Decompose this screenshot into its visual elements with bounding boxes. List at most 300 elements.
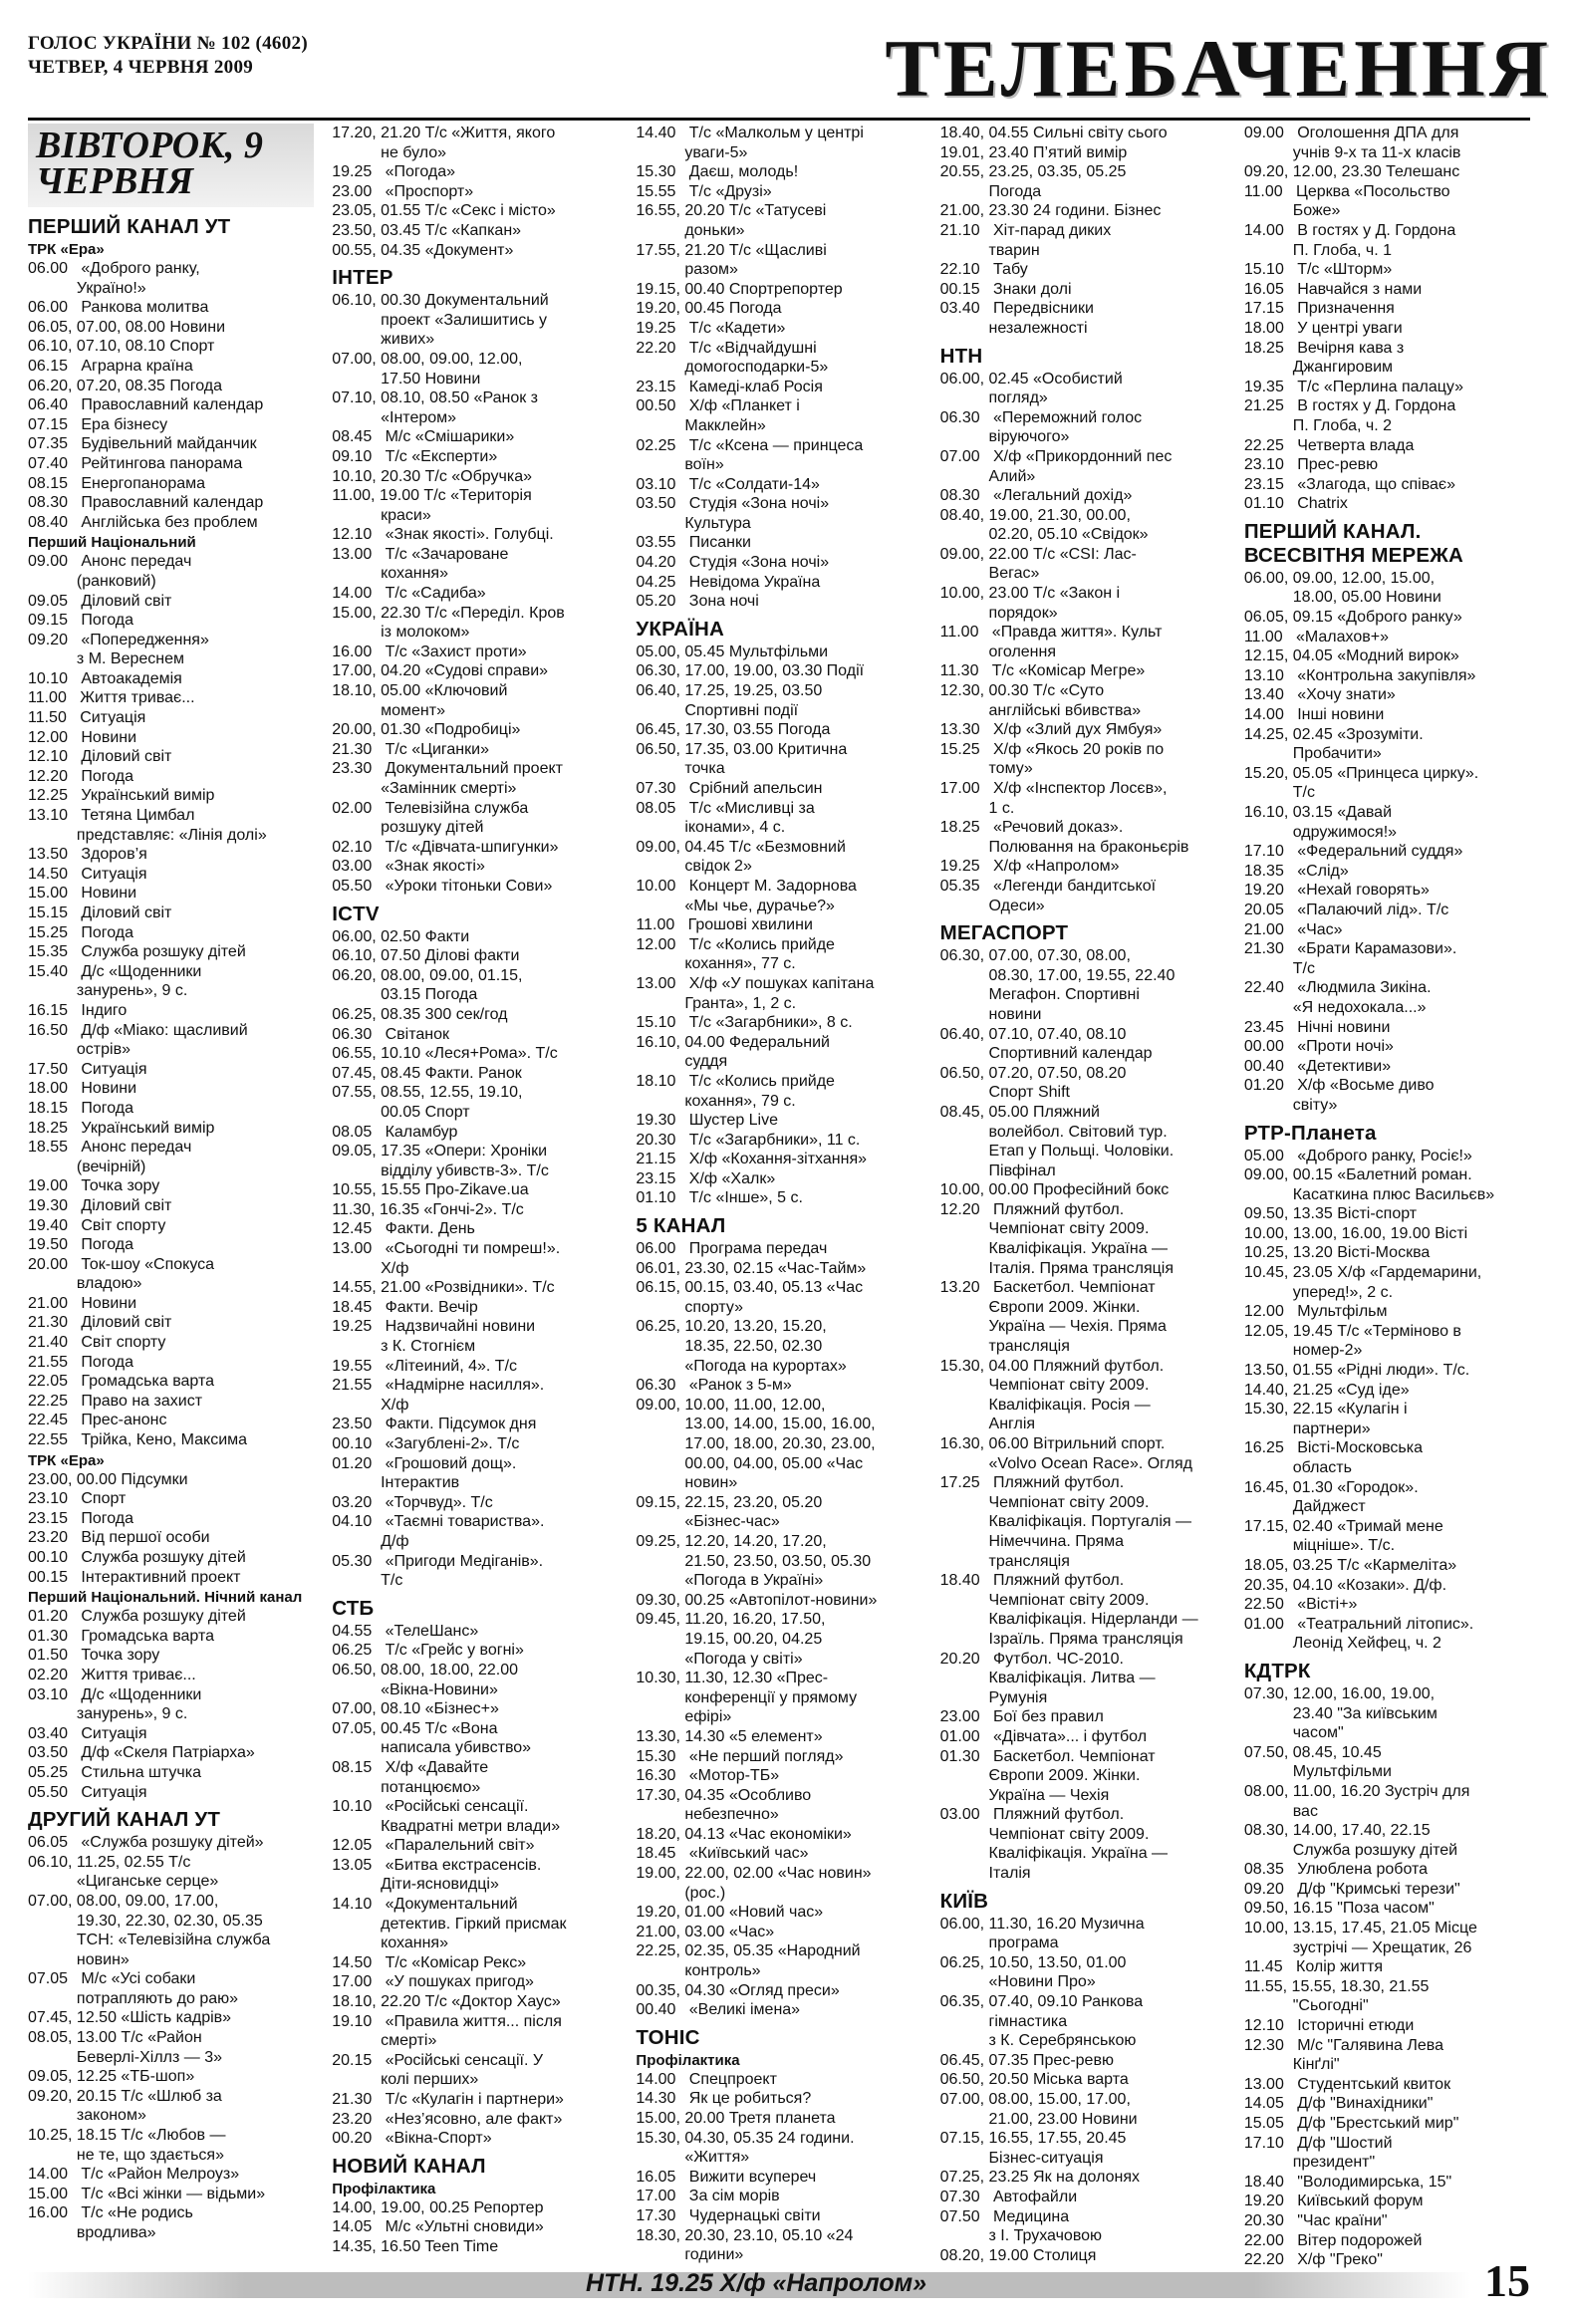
program-entry: 16.00 Т/с «Не родись вродлива» [28,2204,193,2241]
program-entry: 05.35 «Легенди бандитської Одеси» [939,877,1157,914]
program-entry: 22.20 Х/ф "Греко" [1243,2251,1383,2269]
program-entry: 08.30 Православний календар [28,494,264,512]
masthead-rule [28,118,1530,121]
program-entry: 03.55 Писанки [636,534,751,552]
program-entry: 07.40 Рейтингова панорама [28,454,243,472]
program-entry: 18.35 «Слід» [1243,862,1349,880]
program-entry: 17.30, 04.35 «Особливо небезпечно» [636,1786,812,1824]
program-entry: 15.35 Служба розшуку дітей [28,943,246,961]
program-entry: 19.25 Х/ф «Напролом» [939,858,1120,876]
program-entry: 10.00, 23.00 Т/с «Закон і порядок» [939,585,1121,622]
program-entry: 19.25 Т/с «Кадети» [636,319,786,337]
program-entry: 02.10 Т/с «Дівчата-шпигунки» [332,838,559,856]
program-entry: 06.50, 20.50 Міська варта [939,2071,1129,2089]
channel-subheading: Перший Національний [28,534,196,552]
program-entry: 20.35, 04.10 «Козаки». Д/ф. [1243,1576,1447,1594]
program-entry: 19.20, 01.00 «Новий час» [636,1904,824,1922]
program-entry: 00.15 Інтерактивний проект [28,1568,241,1586]
program-entry: 01.50 Точка зору [28,1647,160,1665]
program-entry: 12.30, 00.30 Т/с «Суто англійські вбивства» [939,682,1142,719]
program-entry: 20.55, 23.25, 03.35, 05.25 Погода [939,163,1127,200]
program-entry: 00.40 «Детективи» [1243,1057,1392,1075]
listing-column [332,124,618,2257]
program-entry: 14.10 «Документальний детектив. Гіркий присмак кохання» [332,1896,567,1952]
program-entry: 22.00 Вітер подорожей [1243,2231,1423,2249]
program-entry: 21.25 В гостях у Д. Гордона П. Глоба, ч. 2 [1243,397,1456,434]
program-entry: 19.25 «Погода» [332,163,456,181]
program-entry: 15.30, 04.30, 05.35 24 години. «Життя» [636,2129,855,2167]
channel-heading: ПЕРШИЙ КАНАЛ. ВСЕСВІТНЯ МЕРЕЖА [1243,519,1464,567]
program-entry: 13.40 «Хочу знати» [1243,686,1396,704]
program-entry: 18.05, 03.25 Т/с «Кармеліта» [1243,1556,1457,1574]
program-entry: 16.30 «Мотор-ТБ» [636,1767,780,1785]
program-entry: 20.15 «Російські сенсації. У колі перших» [332,2051,544,2089]
program-entry: 09.00, 10.00, 11.00, 12.00, 13.00, 14.00, 15.00, 16.00, 17.00, 18.00, 20.30, 23.00, 00.00, 04.00, 05.00 «Час новин» [636,1396,876,1492]
program-entry: 16.10, 03.15 «Давай одружимося!» [1243,804,1398,841]
program-entry: 07.45, 08.45 Факти. Ранок [332,1064,522,1082]
program-entry: 04.20 Студія «Зона ночі» [636,554,830,572]
channel-subheading: Перший Національний. Нічний канал [28,1589,303,1607]
program-entry: 14.40 Т/с «Малкольм у центрі уваги-5» [636,125,864,161]
program-entry: 08.05, 13.00 Т/с «Район Беверлі-Хіллз — 3» [28,2029,223,2066]
program-entry: 09.00 Анонс передач (ранковий) [28,553,192,590]
program-entry: 01.20 Служба розшуку дітей [28,1608,246,1626]
program-entry: 13.00 Х/ф «У пошуках капітана Гранта», 1, 2 с. [636,974,875,1012]
program-entry: 15.15 Діловий світ [28,904,172,921]
program-entry: 07.00, 08.10 «Бізнес+» [332,1700,499,1718]
program-entry: 10.25, 18.15 Т/с «Любов — не те, що здається» [28,2127,226,2164]
program-entry: 06.25, 10.20, 13.20, 15.20, 18.35, 22.50, 02.30 «Погода на курортах» [636,1318,847,1375]
program-entry: 14.00 В гостях у Д. Гордона П. Глоба, ч. 1 [1243,221,1456,259]
program-entry: 11.00 Церква «Посольство Боже» [1243,182,1450,220]
program-entry: 22.10 Табу [939,261,1028,279]
program-entry: 11.00, 19.00 Т/с «Територія краси» [332,487,532,524]
program-entry: 08.15 Енергопанорама [28,474,206,492]
program-entry: 01.20 Х/ф «Восьме диво світу» [1243,1077,1435,1114]
program-entry: 22.05 Громадська варта [28,1373,215,1391]
program-entry: 13.00 «Сьогодні ти помреш!». Х/ф [332,1240,561,1277]
program-entry: 23.20 «Нез’ясовно, але факт» [332,2110,563,2128]
program-entry: 18.45 Факти. Вечір [332,1298,478,1316]
program-entry: 12.10 «Знак якості». Голубці. [332,526,554,544]
program-entry: 21.30 «Брати Карамазови». Т/с [1243,940,1457,977]
program-entry: 21.00 Новини [28,1294,137,1312]
program-entry: 06.20, 07.20, 08.35 Погода [28,377,223,394]
program-entry: 06.30, 07.00, 07.30, 08.00, 08.30, 17.00, 19.55, 22.40 Мегафон. Спортивні новини [939,947,1176,1023]
program-entry: 14.35, 16.50 Teen Time [332,2237,499,2255]
program-entry: 14.40, 21.25 «Суд іде» [1243,1381,1410,1399]
program-entry: 14.05 Д/ф "Винахідники" [1243,2095,1434,2113]
program-entry: 06.30, 17.00, 19.00, 03.30 Події [636,662,865,680]
program-entry: 15.25 Погода [28,923,134,941]
program-entry: 07.35 Будівельний майданчик [28,435,257,453]
program-entry: 15.40 Д/с «Щоденники занурень», 9 с. [28,962,202,1000]
program-entry: 23.00 «Проспорт» [332,182,474,200]
program-entry: 19.10 «Правила життя... після смерті» [332,2012,562,2050]
program-entry: 11.30, 16.35 «Гончі-2». Т/с [332,1200,524,1218]
program-entry: 00.20 «Вікна-Спорт» [332,2130,492,2148]
program-entry: 12.00 Мультфільм [1243,1303,1388,1321]
program-entry: 06.50, 07.20, 07.50, 08.20 Спорт Shift [939,1064,1127,1102]
program-entry: 12.00 Т/с «Колись прийде кохання», 77 с. [636,935,835,973]
program-entry: 21.30 Діловий світ [28,1314,172,1332]
program-entry: 23.15 «Злагода, що співає» [1243,475,1455,493]
program-entry: 11.30 Т/с «Комісар Мегре» [939,662,1146,680]
program-entry: 00.50 Х/ф «Планкет і Макклейн» [636,397,800,434]
program-entry: 06.15, 00.15, 03.40, 05.13 «Час спорту» [636,1279,864,1316]
program-entry: 06.25, 08.35 300 сек/год [332,1005,508,1023]
program-entry: 23.20 Від першої особи [28,1529,210,1547]
program-entry: 02.00 Телевізійна служба розшуку дітей [332,799,529,837]
program-entry: 08.00, 11.00, 16.20 Зустріч для вас [1243,1782,1470,1820]
program-entry: 12.10 Історичні етюди [1243,2017,1415,2035]
program-entry: 17.15, 02.40 «Тримай мене міцніше». Т/с. [1243,1517,1443,1555]
program-entry: 18.00 У центрі уваги [1243,319,1403,337]
program-entry: 23.15 Х/ф «Халк» [636,1169,776,1187]
program-entry: 15.55 Т/с «Друзі» [636,182,772,200]
program-entry: 14.00, 19.00, 00.25 Репортер [332,2198,544,2216]
program-entry: 06.45, 07.35 Прес-ревю [939,2051,1114,2069]
program-entry: 01.30 Баскетбол. Чемпіонат Європи 2009. Жінки. Україна — Чехія [939,1747,1156,1804]
page-number: 15 [1484,2255,1530,2306]
program-entry: 14.50 Ситуація [28,865,147,883]
program-entry: 11.55, 15.55, 18.30, 21.55 "Сьогодні" [1243,1977,1430,2015]
day-heading: ВІВТОРОК, 9 ЧЕРВНЯ [28,124,314,207]
program-entry: 00.00 «Проти ночі» [1243,1038,1394,1056]
program-entry: 09.15, 22.15, 23.20, 05.20 «Бізнес-час» [636,1493,823,1531]
program-entry: 02.25 Т/с «Ксена — принцеса воїн» [636,436,864,474]
program-entry: 14.55, 21.00 «Розвідники». Т/с [332,1279,555,1297]
program-entry: 14.00 Т/с «Садиба» [332,585,486,603]
listing-column [636,124,921,2264]
program-entry: 06.40 Православний календар [28,396,264,414]
program-entry: 18.25 Український вимір [28,1119,215,1137]
program-entry: 13.10 Тетяна Цимбал представляє: «Лінія долі» [28,807,267,844]
program-entry: 06.10, 07.10, 08.10 Спорт [28,338,215,356]
program-entry: 06.10, 00.30 Документальний проект «Залишитись у живих» [332,292,549,349]
program-entry: 15.20, 05.05 «Принцеса цирку». Т/с [1243,764,1479,802]
program-entry: 00.55, 04.35 «Документ» [332,241,514,259]
program-entry: 03.50 Студія «Зона ночі» Культура [636,495,830,532]
channel-subheading: Профілактика [332,2180,436,2197]
program-entry: 12.05 «Паралельний світ» [332,1837,535,1855]
listings-columns [28,124,1530,2269]
channel-heading: ДРУГИЙ КАНАЛ УТ [28,1808,221,1832]
section-title: ТЕЛЕБАЧЕННЯ [885,23,1552,114]
program-entry: 06.50, 08.00, 18.00, 22.00 «Вікна-Новини» [332,1661,519,1698]
program-entry: 14.30 Як це робиться? [636,2090,812,2108]
program-entry: 19.50 Погода [28,1236,134,1254]
program-entry: 00.15 Знаки долі [939,280,1072,298]
program-entry: 08.40 Англійська без проблем [28,513,258,531]
channel-heading: РТР-Планета [1243,1121,1377,1145]
program-entry: 13.00 Студентський квиток [1243,2075,1451,2093]
program-entry: 09.50, 16.15 "Поза часом" [1243,1900,1435,1918]
program-entry: 16.55, 20.20 Т/с «Татусеві доньки» [636,202,827,239]
program-entry: 08.45 М/с «Смішарики» [332,428,515,446]
program-entry: 08.35 Улюблена робота [1243,1861,1429,1879]
program-entry: 16.50 Д/ф «Міако: щасливий острів» [28,1021,248,1059]
program-entry: 16.10, 04.00 Федеральний суддя [636,1033,830,1071]
program-entry: 13.30, 14.30 «5 елемент» [636,1727,823,1745]
program-entry: 09.20 Д/ф "Кримські терези" [1243,1880,1460,1898]
program-entry: 19.30 Шустер Live [636,1112,779,1130]
program-entry: 07.30 Срібний апельсин [636,780,823,797]
program-entry: 14.00 Т/с «Район Мелроуз» [28,2166,240,2184]
program-entry: 12.00 Новини [28,728,137,746]
program-entry: 06.10, 07.50 Ділові факти [332,947,520,965]
program-entry: 19.00 Точка зору [28,1177,160,1195]
program-entry: 06.40, 17.25, 19.25, 03.50 Спортивні події [636,682,823,719]
program-entry: 10.55, 15.55 Про-Zikave.ua [332,1181,529,1199]
program-entry: 05.00, 05.45 Мультфільми [636,643,829,660]
program-entry: 14.50 Т/с «Комісар Рекс» [332,1953,527,1971]
program-entry: 07.10, 08.10, 08.50 «Ранок з «Інтером» [332,389,538,426]
program-entry: 19.20 «Нехай говорять» [1243,882,1430,900]
program-entry: 10.00, 00.00 Професійний бокс [939,1181,1170,1199]
channel-heading: УКРАЇНА [636,617,725,641]
program-entry: 22.25, 02.35, 05.35 «Народний контроль» [636,1942,861,1980]
program-entry: 15.30, 04.00 Пляжний футбол. Чемпіонат світу 2009. Кваліфікація. Росія — Англія [939,1357,1165,1433]
program-entry: 08.20, 19.00 Столиця [939,2246,1097,2264]
program-entry: 20.05 «Палаючий лід». Т/с [1243,901,1449,918]
program-entry: 17.10 «Федеральний суддя» [1243,843,1463,861]
program-entry: 06.55, 10.10 «Леся+Рома». Т/с [332,1045,558,1063]
program-entry: 20.00 Ток-шоу «Спокуса владою» [28,1255,215,1293]
program-entry: 03.40 Ситуація [28,1724,147,1742]
program-entry: 03.00 «Знак якості» [332,858,485,876]
program-entry: 18.40 "Володимирська, 15" [1243,2173,1452,2191]
program-entry: 17.00, 04.20 «Судові справи» [332,662,549,680]
program-entry: 15.00 Новини [28,885,137,903]
program-entry: 09.00, 04.45 Т/с «Безмовний свідок 2» [636,838,846,876]
program-entry: 18.40, 04.55 Сильні світу сього [939,125,1168,141]
channel-heading: СТБ [332,1596,375,1620]
program-entry: 20.00, 01.30 «Подробиці» [332,721,521,739]
program-entry: 16.30, 06.00 Вітрильний спорт. «Volvo Ocean Race». Огляд [939,1435,1192,1472]
program-entry: 06.00 Ранкова молитва [28,299,209,317]
program-entry: 15.10 Т/с «Шторм» [1243,261,1393,279]
program-entry: 21.55 Погода [28,1353,134,1371]
program-entry: 18.55 Анонс передач (вечірній) [28,1139,192,1175]
program-entry: 17.00 За сім морів [636,2188,780,2205]
program-entry: 09.30, 00.25 «Автопілот-новини» [636,1591,878,1609]
program-entry: 09.50, 13.35 Вісті-спорт [1243,1205,1418,1223]
program-entry: 09.00 Оголошення ДПА для учнів 9-х та 11-х класів [1243,125,1461,161]
program-entry: 10.00, 13.15, 17.45, 21.05 Місце зустрічі — Хрещатик, 26 [1243,1920,1477,1956]
program-entry: 07.05, 00.45 Т/с «Вона написала убивство» [332,1719,532,1757]
program-entry: 06.30 Світанок [332,1025,449,1043]
program-entry: 10.00, 13.00, 16.00, 19.00 Вісті [1243,1224,1468,1242]
program-entry: 08.40, 19.00, 21.30, 00.00, 02.20, 05.10 «Свідок» [939,506,1149,544]
program-entry: 09.45, 11.20, 16.20, 17.50, 19.15, 00.20, 04.25 «Погода у світі» [636,1611,826,1668]
program-entry: 18.30, 20.30, 23.10, 05.10 «24 години» [636,2226,854,2264]
listing-column [939,124,1226,2264]
program-entry: 10.45, 23.05 Х/ф «Гардемарини, уперед!», 2 с. [1243,1264,1482,1301]
program-entry: 10.10, 20.30 Т/с «Обручка» [332,467,532,485]
program-entry: 06.00, 09.00, 12.00, 15.00, 18.00, 05.00 Новини [1243,569,1441,607]
program-entry: 18.25 «Речовий доказ». Полювання на браконьєрів [939,819,1189,856]
program-entry: 15.25 Х/ф «Якось 20 років по тому» [939,740,1165,778]
program-entry: 21.30 Т/с «Кулагін і партнери» [332,2091,564,2108]
program-entry: 23.15 Камеді-клаб Росія [636,378,823,395]
program-entry: 16.45, 01.30 «Городок». Дайджест [1243,1478,1419,1516]
program-entry: 05.20 Зона ночі [636,593,759,611]
program-entry: 20.20 Футбол. ЧС-2010. Кваліфікація. Литва — Румунія [939,1650,1156,1706]
program-entry: 15.30 «Не перший погляд» [636,1747,844,1765]
program-entry: 19.25 Надзвичайні новини з К. Стогнієм [332,1318,536,1356]
program-entry: 19.55 «Літеиний, 4». Т/с [332,1357,518,1375]
program-entry: 23.00 Бої без правил [939,1708,1104,1726]
program-entry: 19.35 Т/с «Перлина палацу» [1243,378,1463,395]
program-entry: 07.05 М/с «Усі собаки потрапляють до раю» [28,1970,239,2007]
program-entry: 17.20, 21.20 Т/с «Життя, якого не було» [332,125,556,161]
program-entry: 16.05 Вижити всупереч [636,2168,817,2186]
program-entry: 03.10 Д/с «Щоденники занурень», 9 с. [28,1685,202,1723]
program-entry: 11.00 Життя триває... [28,689,195,707]
program-entry: 08.05 Каламбур [332,1123,458,1141]
footer-promo: НТН. 19.25 Х/ф «Напролом» [586,2269,927,2297]
program-entry: 02.20 Життя триває... [28,1666,196,1683]
program-entry: 06.10, 11.25, 02.55 Т/с «Циганське серце» [28,1853,219,1891]
program-entry: 08.15 Х/ф «Давайте потанцюємо» [332,1758,489,1796]
program-entry: 07.50 Медицина з І. Трухачовою [939,2207,1103,2245]
program-entry: 09.20 «Попередження» з М. Вереснем [28,631,209,668]
program-entry: 07.00 Х/ф «Прикордонний пес Алий» [939,447,1173,485]
program-entry: 03.20 «Торчвуд». Т/с [332,1493,493,1511]
program-entry: 01.30 Громадська варта [28,1627,215,1645]
program-entry: 18.45 «Київський час» [636,1845,809,1863]
program-entry: 12.05, 19.45 Т/с «Терміново в номер-2» [1243,1322,1461,1360]
issue-info [28,32,308,80]
channel-heading: ІНТЕР [332,266,393,290]
program-entry: 16.15 Індиго [28,1001,128,1019]
program-entry: 13.10 «Контрольна закупівля» [1243,666,1476,684]
program-entry: 05.00 «Доброго ранку, Росіє!» [1243,1147,1472,1164]
program-entry: 12.25 Український вимір [28,787,215,805]
program-entry: 09.05, 17.35 «Опери: Хроніки відділу убивств-3». Т/с [332,1143,549,1179]
program-entry: 04.25 Невідома Україна [636,573,821,591]
program-entry: 21.15 Х/ф «Кохання-зітхання» [636,1151,867,1168]
program-entry: 23.50, 03.45 Т/с «Капкан» [332,221,522,239]
program-entry: 12.30 М/с "Галявина Лева Кінґлі" [1243,2036,1443,2074]
program-entry: 05.25 Стильна штучка [28,1763,201,1781]
program-entry: 08.05 Т/с «Мисливці за іконами», 4 с. [636,799,815,837]
channel-heading: МЕГАСПОРТ [939,921,1069,945]
program-entry: 03.50 Д/ф «Скеля Патріарха» [28,1744,255,1762]
program-entry: 23.15 Погода [28,1509,134,1527]
program-entry: 09.10 Т/с «Експерти» [332,447,498,465]
program-entry: 07.30 Автофайли [939,2188,1078,2205]
program-entry: 22.25 Право на захист [28,1392,203,1410]
program-entry: 03.40 Передвісники незалежності [939,300,1094,337]
program-entry: 05.50 «Уроки тітоньки Сови» [332,877,553,895]
program-entry: 06.05, 09.15 «Доброго ранку» [1243,609,1462,627]
program-entry: 09.15 Погода [28,612,134,630]
program-entry: 19.00, 22.00, 02.00 «Час новин» (рос.) [636,1865,872,1902]
program-entry: 14.05 М/с «Ультні сновиди» [332,2218,544,2236]
program-entry: 07.00, 08.00, 09.00, 17.00, 19.30, 22.30, 02.30, 05.35 ТСН: «Телевізійна служба новин» [28,1892,271,1968]
program-entry: 13.30 Х/ф «Злий дух Ямбуя» [939,721,1163,739]
channel-subheading: ТРК «Ера» [28,1451,105,1469]
program-entry: 11.00 «Малахов+» [1243,628,1389,646]
program-entry: 10.25, 13.20 Вісті-Москва [1243,1244,1431,1262]
program-entry: 17.30 Чудернацькі світи [636,2206,821,2224]
program-entry: 23.30 Документальний проект «Замінник смерті» [332,760,563,797]
program-entry: 21.00 «Час» [1243,920,1343,938]
channel-heading: КИЇВ [939,1889,989,1913]
program-entry: 12.20 Пляжний футбол. Чемпіонат світу 2009. Кваліфікація. Україна — Італія. Пряма трансляція [939,1200,1175,1277]
program-entry: 04.55 «ТелеШанс» [332,1622,479,1640]
program-entry: 06.25, 10.50, 13.50, 01.00 «Новини Про» [939,1953,1127,1991]
program-entry: 09.00, 00.15 «Балетний роман. Касаткина плюс Васильєв» [1243,1166,1495,1203]
program-entry: 14.00 Інші новини [1243,706,1385,724]
program-entry: 06.15 Аграрна країна [28,357,193,375]
program-entry: 19.01, 23.40 П’ятий вимір [939,143,1128,161]
program-entry: 06.00, 02.50 Факти [332,927,470,945]
program-entry: 12.10 Діловий світ [28,748,172,766]
program-entry: 06.01, 23.30, 02.15 «Час-Тайм» [636,1259,867,1277]
program-entry: 06.30 «Переможний голос віруючого» [939,408,1143,446]
program-entry: 01.10 Chatrix [1243,495,1348,513]
program-entry: 15.30, 22.15 «Кулагін і партнери» [1243,1401,1408,1437]
program-entry: 03.00 Пляжний футбол. Чемпіонат світу 2009. Кваліфікація. Україна — Італія [939,1806,1169,1883]
program-entry: 09.20, 12.00, 23.30 Телешанс [1243,163,1460,181]
program-entry: 06.25 Т/с «Грейс у вогні» [332,1642,524,1660]
program-entry: 11.00 Грошові хвилини [636,916,813,934]
program-entry: 09.05, 12.25 «ТБ-шоп» [28,2068,195,2086]
newspaper-issue: ГОЛОС УКРАЇНИ № 102 (4602) [28,33,308,54]
program-entry: 19.40 Світ спорту [28,1216,166,1234]
listing-column [28,124,314,2257]
program-entry: 12.15, 04.05 «Модний вирок» [1243,647,1459,665]
program-entry: 23.50 Факти. Підсумок дня [332,1416,537,1433]
program-entry: 18.10, 22.20 Т/с «Доктор Хаус» [332,1993,561,2011]
program-entry: 19.20, 00.45 Погода [636,300,782,318]
program-entry: 03.10 Т/с «Солдати-14» [636,475,820,493]
program-entry: 22.45 Прес-анонс [28,1412,167,1429]
program-entry: 17.50 Ситуація [28,1060,147,1078]
program-entry: 23.05, 01.55 Т/с «Секс і місто» [332,202,556,220]
program-entry: 07.00, 08.00, 09.00, 12.00, 17.50 Новини [332,350,523,387]
program-entry: 21.00, 03.00 «Час» [636,1923,775,1940]
program-entry: 22.40 «Людмила Зикіна. «Я недохокала...» [1243,979,1432,1016]
program-entry: 07.15, 16.55, 17.55, 20.45 Бізнес-ситуація [939,2130,1127,2167]
program-entry: 07.55, 08.55, 12.55, 19.10, 00.05 Спорт [332,1084,523,1121]
program-entry: 19.15, 00.40 Спортрепортер [636,280,843,298]
program-entry: 00.10 «Загублені-2». Т/с [332,1435,520,1452]
program-entry: 11.50 Ситуація [28,709,146,727]
program-entry: 06.05, 07.00, 08.00 Новини [28,318,226,336]
program-entry: 10.10 «Російські сенсації. Квадратні метри влади» [332,1798,561,1835]
channel-heading: НОВИЙ КАНАЛ [332,2154,486,2178]
program-entry: 07.30, 12.00, 16.00, 19.00, 23.40 "За київським часом" [1243,1684,1438,1742]
program-entry: 16.05 Навчайся з нами [1243,280,1423,298]
program-entry: 22.20 Т/с «Відчайдушні домогосподарки-5» [636,339,829,377]
program-entry: 15.10 Т/с «Загарбники», 8 с. [636,1014,853,1032]
program-entry: 18.15 Погода [28,1099,134,1117]
program-entry: 23.10 Прес-ревю [1243,456,1379,474]
program-entry: 21.30 Т/с «Циганки» [332,740,489,758]
program-entry: 18.40 Пляжний футбол. Чемпіонат світу 2009. Кваліфікація. Нідерланди — Ізраїль. Пряма трансляція [939,1572,1198,1648]
program-entry: 09.05 Діловий світ [28,592,172,610]
program-entry: 19.20 Київський форум [1243,2193,1424,2210]
program-entry: 21.55 «Надмірне насилля». Х/ф [332,1377,545,1414]
program-entry: 08.30, 14.00, 17.40, 22.15 Служба розшуку дітей [1243,1822,1458,1859]
program-entry: 13.50 Здоров’я [28,846,147,864]
program-entry: 12.20 Погода [28,767,134,785]
program-entry: 06.00, 11.30, 16.20 Музична програма [939,1915,1145,1952]
